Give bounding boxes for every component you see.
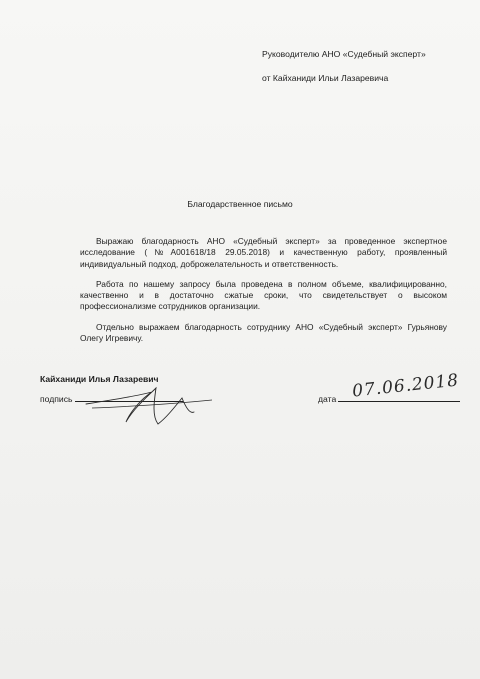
date-label: дата: [318, 394, 337, 404]
letter-body: [80, 236, 447, 353]
paragraph-1: Выражаю благодарность АНО «Судебный эксперт» за проведенное экспертное исследование (№А001618/18 29.05.2018) и качественную работу, проявленный индивидуальный подход, доброжелательность и ответственность.: [80, 236, 447, 269]
letter-title: Благодарственное письмо: [187, 199, 293, 209]
addressee-from: от Кайханиди Ильи Лазаревича: [262, 73, 389, 83]
date-row: [318, 370, 461, 404]
handwritten-date: 07.06.2018: [351, 370, 461, 402]
addressee-block: [262, 48, 426, 84]
signer-name: Кайханиди Илья Лазаревич: [40, 374, 159, 384]
date-line: [338, 370, 461, 402]
paragraph-3: Отдельно выражаем благодарность сотруднику АНО «Судебный эксперт» Гурьянову Олегу Игревичу.: [80, 321, 447, 344]
signature-label: подпись: [40, 394, 73, 404]
addressee-to: Руководителю АНО «Судебный эксперт»: [262, 49, 426, 59]
handwritten-signature: [82, 378, 222, 430]
paragraph-2: Работа по нашему запросу была проведена в полном объеме, квалифицированно, качественно и в достаточно сжатые сроки, что свидетельствует о высоком профессионализме сотрудников организации.: [80, 278, 447, 312]
